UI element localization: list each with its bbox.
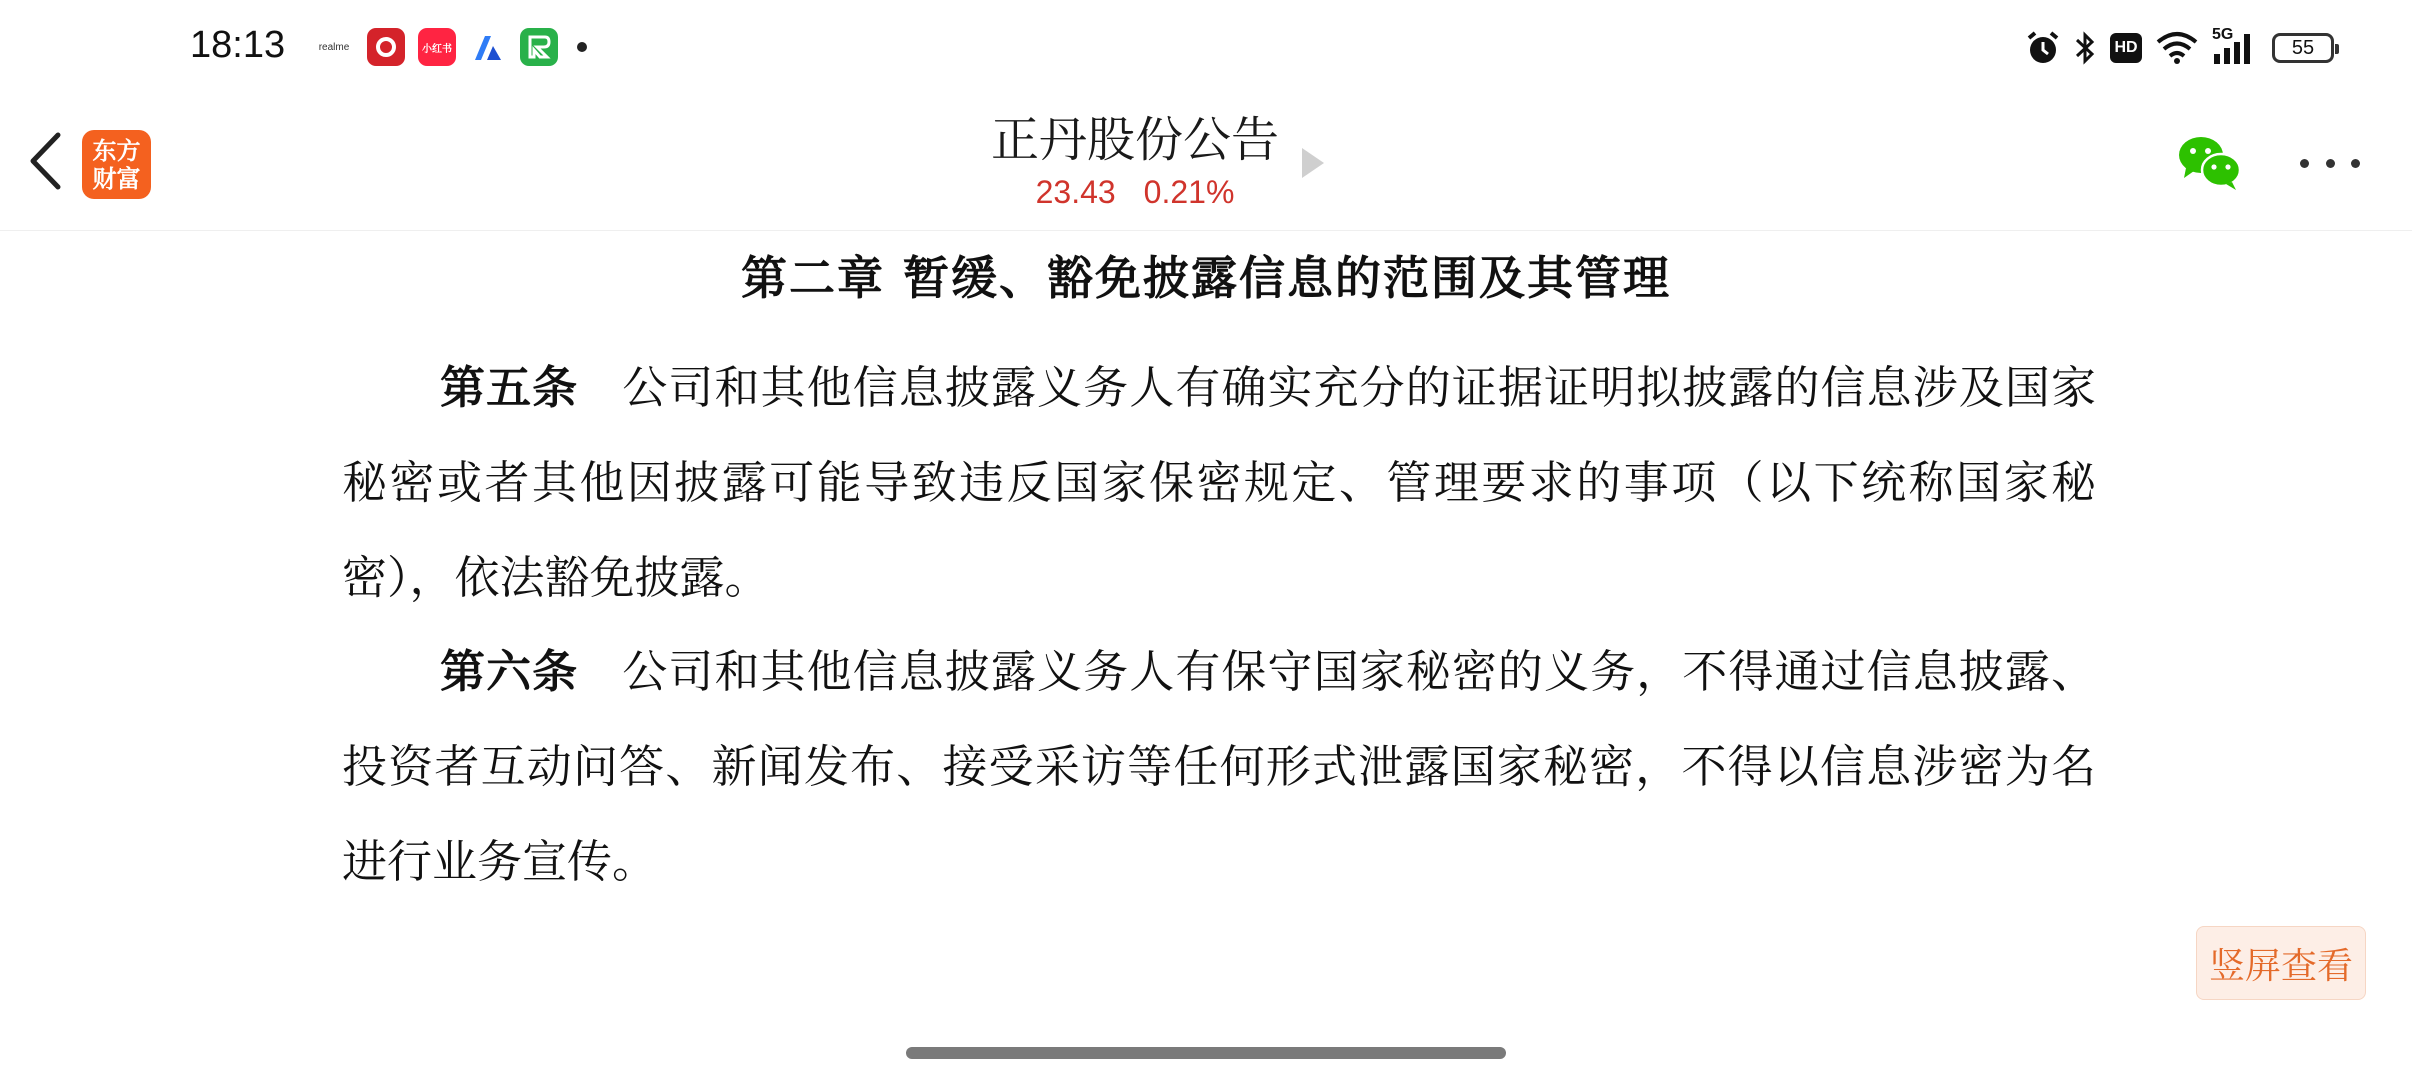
green-app-icon — [520, 28, 558, 66]
signal-icon — [2212, 26, 2258, 66]
wechat-share-button[interactable] — [2176, 132, 2242, 192]
more-dot-icon — [2351, 159, 2360, 168]
realme-icon — [314, 28, 354, 66]
more-dot-icon — [2300, 159, 2309, 168]
realme-label: realme — [318, 41, 350, 53]
battery-level: 55 — [2291, 36, 2315, 59]
alarm-icon — [2026, 30, 2060, 66]
portrait-view-button[interactable]: 竖屏查看 — [2196, 926, 2366, 1000]
home-indicator[interactable] — [906, 1047, 1506, 1059]
document-viewer[interactable] — [0, 230, 2412, 1080]
logo-line-2: 财富 — [92, 163, 141, 193]
chevron-left-icon — [28, 132, 62, 190]
article-text: 公司和其他信息披露义务人有确实充分的证据证明拟披露的信息涉及国家秘密或者其他因披露可能导致违反国家保密规定、管理要求的事项（以下统称国家秘密），依法豁免披露。 — [342, 361, 2096, 604]
status-time: 18:13 — [190, 24, 286, 66]
network-label: 5G — [2212, 26, 2234, 43]
system-icons — [2026, 26, 2334, 70]
battery-icon — [2272, 33, 2334, 63]
eastmoney-logo[interactable] — [82, 130, 151, 199]
stock-quote — [900, 172, 1370, 212]
chapter-title: 第二章 暂缓、豁免披露信息的范围及其管理 — [740, 251, 1671, 305]
stock-price: 23.43 — [1035, 174, 1116, 210]
logo-line-1: 东方 — [92, 135, 141, 165]
article-text: 公司和其他信息披露义务人有保守国家秘密的义务，不得通过信息披露、投资者互动问答、新闻发布、接受采访等任何形式泄露国家秘密，不得以信息涉密为名进行业务宣传。 — [342, 645, 2096, 888]
notification-icons — [314, 27, 587, 67]
xiaohongshu-label: 小红书 — [422, 43, 452, 55]
page-title: 正丹股份公告 — [990, 112, 1279, 168]
more-options-button[interactable] — [2300, 148, 2360, 178]
play-arrow-icon[interactable] — [1302, 148, 1324, 178]
more-notifications-dot-icon — [577, 42, 587, 52]
header — [0, 96, 2412, 231]
back-button[interactable] — [20, 126, 70, 196]
wifi-icon — [2156, 31, 2198, 65]
xiaohongshu-icon — [418, 28, 456, 66]
article-paragraph — [342, 340, 2096, 625]
more-dot-icon — [2326, 159, 2335, 168]
article-paragraph — [342, 624, 2096, 909]
title-block[interactable] — [900, 108, 1370, 212]
bank-icon — [367, 28, 405, 66]
article-label: 第五条 — [440, 361, 579, 414]
article-label: 第六条 — [440, 645, 579, 698]
status-bar — [0, 0, 2412, 96]
app-icon — [469, 28, 507, 66]
wechat-icon — [2176, 132, 2242, 192]
stock-change: 0.21% — [1143, 174, 1235, 210]
bluetooth-icon — [2074, 30, 2096, 66]
hd-icon: HD — [2110, 33, 2142, 63]
